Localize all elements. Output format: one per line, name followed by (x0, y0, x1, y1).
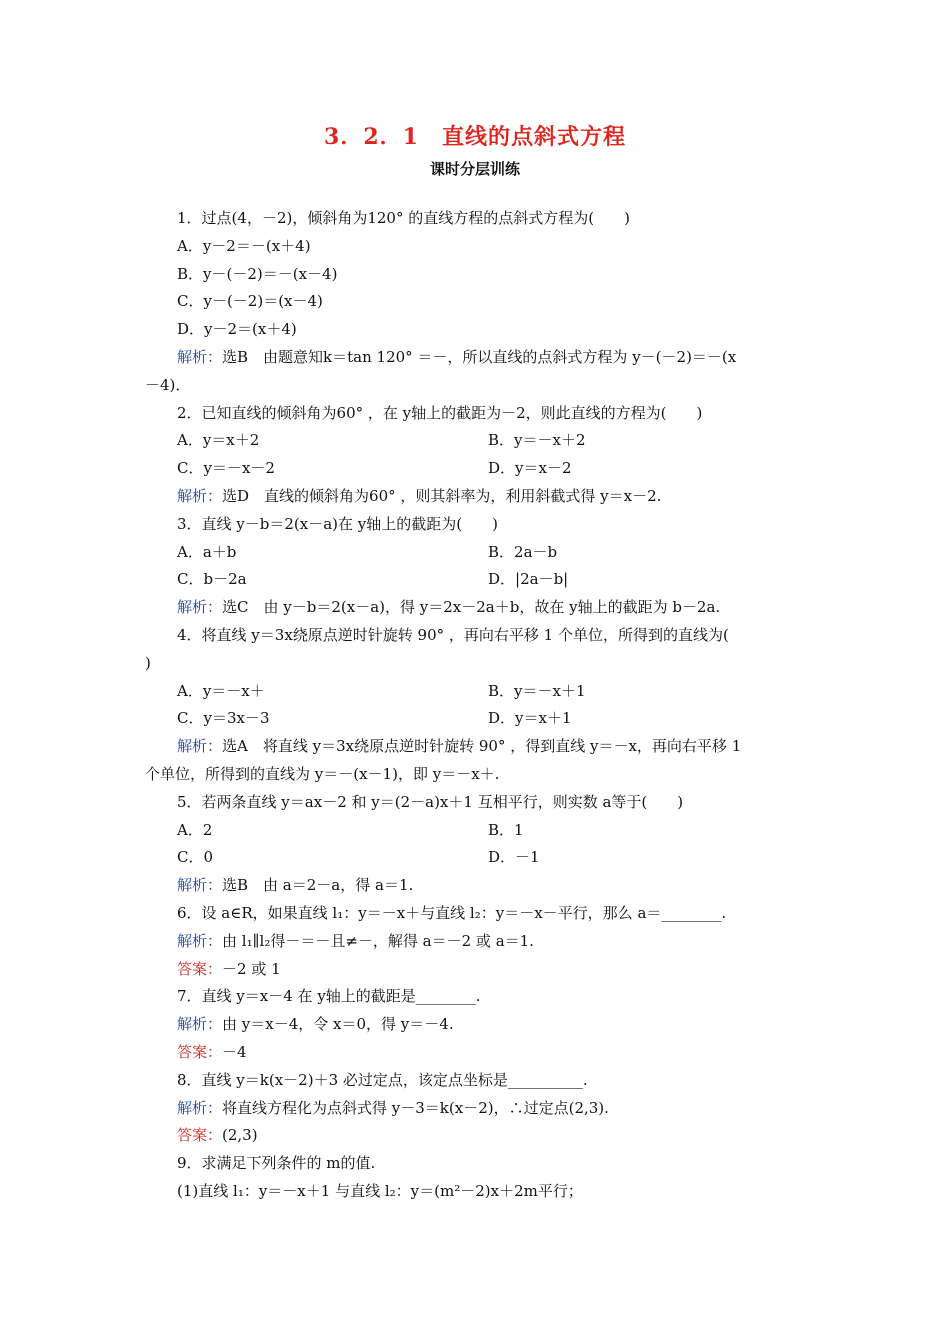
text-line (145, 511, 815, 539)
line-text: 选D 直线的倾斜角为60° ，则其斜率为，利用斜截式得 y＝x－2. (222, 486, 662, 505)
option-row (145, 844, 815, 872)
line-text: (1)直线 l₁：y＝－x＋1 与直线 l₂：y＝(m²－2)x＋2m平行； (177, 1181, 583, 1200)
text-line (145, 288, 815, 316)
option-left: A．y＝x＋2 (177, 431, 260, 450)
line-text: A．y－2＝－(x＋4) (177, 236, 311, 255)
line-text: 6．设 a∈R，如果直线 l₁：y＝－x＋与直线 l₂：y＝－x－平行，那么 a＝________. (177, 903, 727, 922)
line-text: －2 或 1 (222, 959, 281, 978)
text-line (145, 1150, 815, 1178)
analysis-label: 解析： (177, 1098, 223, 1117)
line-text: 选C 由 y－b＝2(x－a)，得 y＝2x－2a＋b，故在 y轴上的截距为 b－2a. (222, 598, 721, 617)
option-left: C．y＝－x－2 (177, 459, 275, 478)
analysis-label: 解析： (177, 1015, 223, 1034)
line-text: C．y－(－2)＝(x－4) (177, 292, 323, 311)
answer-label: 答案： (177, 1126, 223, 1145)
analysis-line (145, 733, 815, 761)
text-line (145, 1067, 815, 1095)
line-text: －4 (222, 1042, 247, 1061)
line-text: D．y－2＝(x＋4) (177, 320, 297, 339)
line-text: 选B 由题意知k＝tan 120° ＝－，所以直线的点斜式方程为 y－(－2)＝－(x (222, 347, 737, 366)
option-left: C．b－2a (177, 570, 247, 589)
text-line (145, 650, 815, 678)
option-right: D．y＝x－2 (488, 459, 572, 478)
text-line (145, 1178, 815, 1206)
text-line (145, 900, 815, 928)
line-text: B．y－(－2)＝－(x－4) (177, 264, 338, 283)
text-line (145, 983, 815, 1011)
text-line (145, 761, 815, 789)
option-row (145, 455, 815, 483)
analysis-label: 解析： (177, 876, 223, 895)
line-text: 4．将直线 y＝3x绕原点逆时针旋转 90° ，再向右平移 1 个单位，所得到的直线为( (177, 625, 729, 644)
text-line (145, 205, 815, 233)
text-line (145, 372, 815, 400)
line-text: 将直线方程化为点斜式得 y－3＝k(x－2)，∴过定点(2,3). (222, 1098, 609, 1117)
line-text: －4)． (145, 375, 191, 394)
answer-line (145, 1122, 815, 1150)
analysis-line (145, 928, 815, 956)
option-row (145, 539, 815, 567)
option-left: C．0 (177, 848, 214, 867)
line-text: 由 l₁∥l₂得－＝－且≠－，解得 a＝－2 或 a＝1. (222, 931, 534, 950)
line-text: 9．求满足下列条件的 m的值. (177, 1154, 376, 1173)
line-text: 由 y＝x－4，令 x＝0，得 y＝－4. (222, 1015, 454, 1034)
option-right: B．1 (488, 820, 524, 839)
analysis-line (145, 1011, 815, 1039)
option-right: D．y＝x＋1 (488, 709, 572, 728)
line-text: 8．直线 y＝k(x－2)＋3 必过定点，该定点坐标是__________. (177, 1070, 588, 1089)
option-left: A．y＝－x＋ (177, 681, 265, 700)
analysis-label: 解析： (177, 931, 223, 950)
page-subtitle: 课时分层训练 (429, 160, 520, 178)
option-row (145, 705, 815, 733)
line-text: 5．若两条直线 y＝ax－2 和 y＝(2－a)x＋1 互相平行，则实数 a等于( ) (177, 792, 684, 811)
text-line (145, 400, 815, 428)
exercise-content (145, 205, 815, 1206)
analysis-line (145, 344, 815, 372)
line-text: (2,3) (222, 1126, 258, 1145)
line-text: 选B 由 a＝2－a，得 a＝1. (222, 876, 414, 895)
page-title: 3．2．1 直线的点斜式方程 (324, 124, 626, 150)
option-row (145, 678, 815, 706)
line-text: 个单位，所得到的直线为 y＝－(x－1)，即 y＝－x＋. (145, 764, 500, 783)
line-text: 7．直线 y＝x－4 在 y轴上的截距是________. (177, 987, 481, 1006)
analysis-line (145, 1095, 815, 1123)
option-left: A．a＋b (177, 542, 237, 561)
option-right: B．y＝－x＋1 (488, 681, 586, 700)
option-left: C．y＝3x－3 (177, 709, 270, 728)
line-text: ) (145, 653, 151, 672)
analysis-label: 解析： (177, 598, 223, 617)
answer-label: 答案： (177, 1042, 223, 1061)
text-line (145, 789, 815, 817)
option-right: B．2a－b (488, 542, 558, 561)
analysis-label: 解析： (177, 737, 223, 756)
option-right: D．|2a－b| (488, 570, 569, 589)
option-row (145, 566, 815, 594)
text-line (145, 261, 815, 289)
analysis-line (145, 594, 815, 622)
answer-line (145, 956, 815, 984)
option-right: B．y＝－x＋2 (488, 431, 586, 450)
option-row (145, 427, 815, 455)
text-line (145, 622, 815, 650)
line-text: 2．已知直线的倾斜角为60° ，在 y轴上的截距为－2，则此直线的方程为( ) (177, 403, 703, 422)
analysis-label: 解析： (177, 347, 223, 366)
answer-line (145, 1039, 815, 1067)
option-row (145, 817, 815, 845)
analysis-line (145, 483, 815, 511)
analysis-label: 解析： (177, 486, 223, 505)
analysis-line (145, 872, 815, 900)
option-right: D．－1 (488, 848, 540, 867)
option-left: A．2 (177, 820, 213, 839)
text-line (145, 233, 815, 261)
line-text: 选A 将直线 y＝3x绕原点逆时针旋转 90° ，得到直线 y＝－x，再向右平移 1 (222, 737, 742, 756)
line-text: 3．直线 y－b＝2(x－a)在 y轴上的截距为( ) (177, 514, 498, 533)
answer-label: 答案： (177, 959, 223, 978)
text-line (145, 316, 815, 344)
line-text: 1．过点(4，－2)，倾斜角为120° 的直线方程的点斜式方程为( ) (177, 209, 630, 227)
